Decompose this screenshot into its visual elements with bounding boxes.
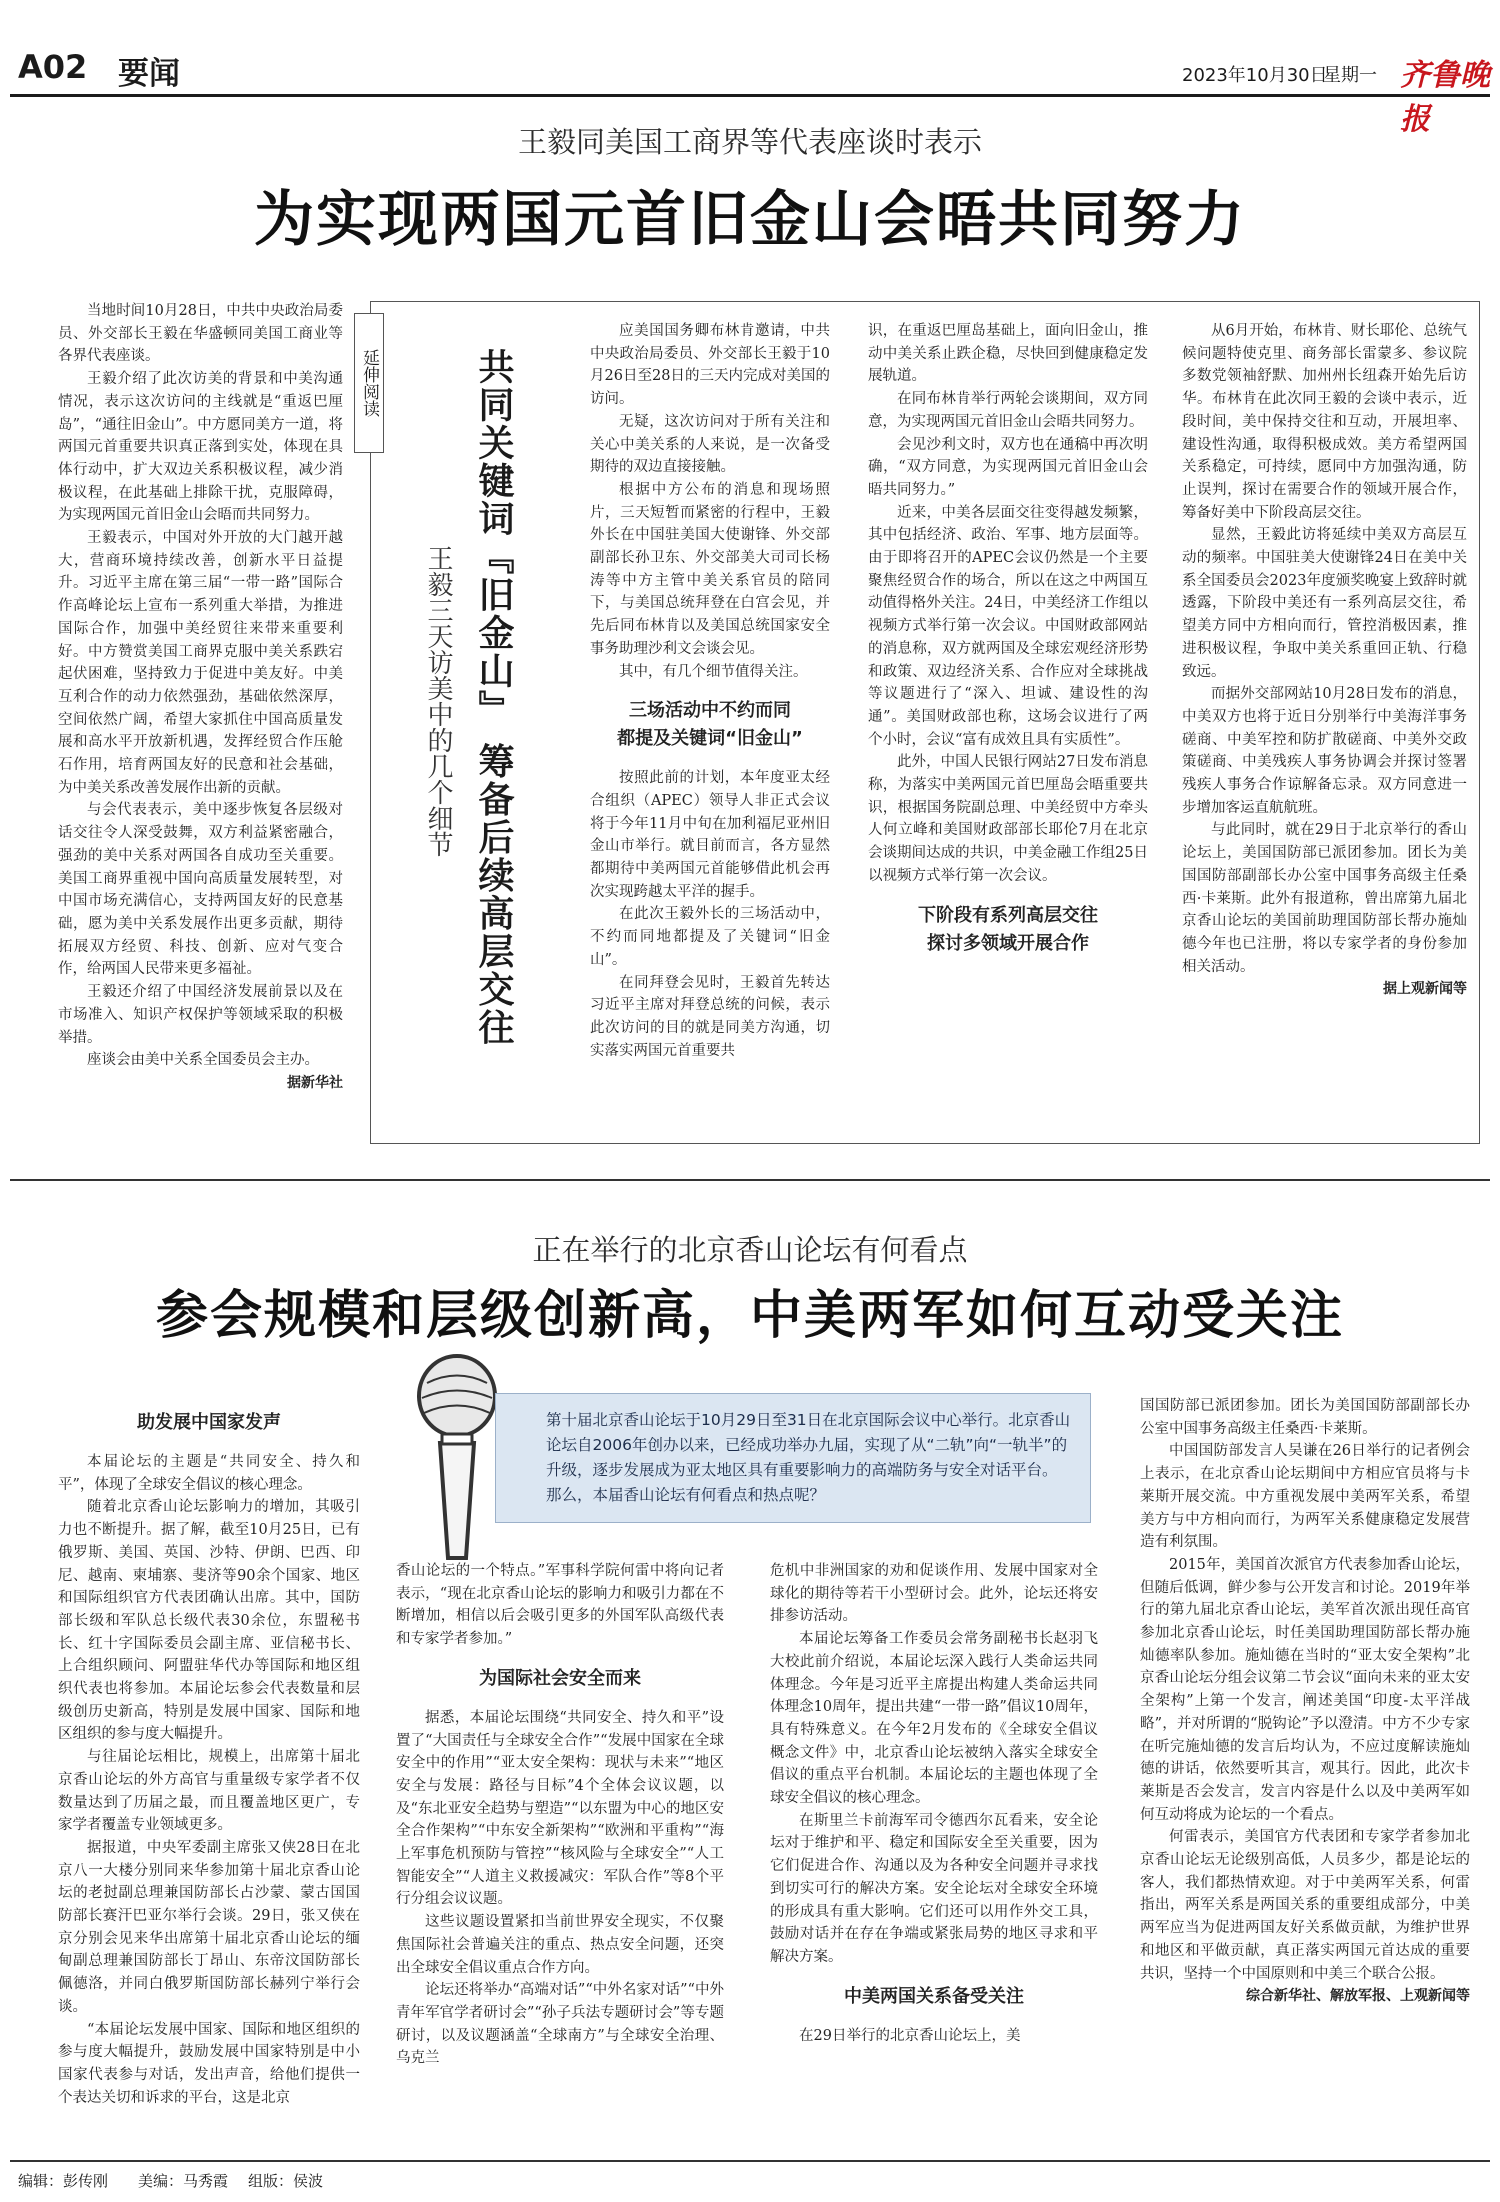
story1-body bbox=[58, 300, 343, 1180]
paragraph: 随着北京香山论坛影响力的增加，其吸引力也不断提升。据了解，截至10月25日，已有俄罗斯、美国、英国、沙特、伊朗、巴西、印尼、越南、柬埔寨、斐济等90余个国家、地区和国际组织官方代表团确认出席。其中，国防部长级和军队总长级代表30余位，东盟秘书长、红十字国际委员会副主席、亚信秘书长、上合组织顾问、阿盟驻华代办等国际和地区组织代表也将参加。本届论坛参会代表数量和层级创历史新高，特别是发展中国家、国际和地区组织的参与度大幅提升。 bbox=[58, 1499, 360, 1743]
proof-credit: 组版：侯波 bbox=[248, 2172, 324, 2190]
paragraph: 何雷表示，美国官方代表团和专家学者参加北京香山论坛无论级别高低，人员多少，都是论坛的客人，我们都热情欢迎。对于中美两军关系，何雷指出，两军关系是两国关系的重要组成部分，中美两军应当为促进两国友好关系做贡献，为维护世界和地区和平做贡献，真正落实两国元首达成的重要共识，坚持一个中国原则和中美三个联合公报。 bbox=[1140, 1829, 1470, 1982]
editor-credit: 编辑：彭传刚 bbox=[18, 2172, 109, 2190]
paragraph: 近来，中美各层面交往变得越发频繁，其中包括经济、政治、军事、地方层面等。由于即将召开的APEC会议仍然是一个主要聚焦经贸合作的场合，所以在这之中两国互动值得格外关注。24日，中美经济工作组以视频方式举行第一次会议。中国财政部网站的消息称，双方就两国及全球宏观经济形势和政策、双边经济关系、合作应对全球挑战等议题进行了“深入、坦诚、建设性的沟通”。美国财政部也称，这场会议进行了两个小时，会议“富有成效且具有实质性”。 bbox=[868, 504, 1148, 748]
paragraph: 会见沙利文时，双方也在通稿中再次明确，“双方同意，为实现两国元首旧金山会晤共同努力。” bbox=[868, 436, 1148, 498]
paragraph: 识，在重返巴厘岛基础上，面向旧金山，推动中美关系止跌企稳，尽快回到健康稳定发展轨道。 bbox=[868, 323, 1148, 385]
sidebar-credit: 据上观新闻等 bbox=[1383, 981, 1467, 998]
masthead-rule bbox=[10, 94, 1490, 97]
paragraph: 2015年，美国首次派官方代表参加香山论坛，但随后低调，鲜少参与公开发言和讨论。2019年举行的第九届北京香山论坛，美军首次派出现任高官参加北京香山论坛，时任美国助理国防部长帮办施灿德率队参加。施灿德在当时的“亚太安全架构”北京香山论坛分组会议第二节会议“面向未来的亚太安全架构”上第一个发言，阐述美国“印度-太平洋战略”，并对所谓的“脱钩论”予以澄清。中方不少专家在听完施灿德的发言后均认为，不应过度解读施灿德的讲话，依然要听其言，观其行。因此，此次卡莱斯是否会发言，发言内容是什么以及中美两军如何互动将成为论坛的一个看点。 bbox=[1140, 1556, 1470, 1823]
paragraph: 论坛还将举办“高端对话”“中外名家对话”“中外青年军官学者研讨会”“孙子兵法专题研讨会”等专题研讨，以及议题涵盖“全球南方”与全球安全治理、乌克兰 bbox=[396, 1982, 724, 2067]
paragraph: 无疑，这次访问对于所有关注和关心中美关系的人来说，是一次备受期待的双边直接接触。 bbox=[590, 413, 830, 476]
paragraph: 据悉，本届论坛围绕“共同安全、持久和平”设置了“大国责任与全球安全合作”“发展中国家在全球安全中的作用”“亚太安全架构：现状与未来”“地区安全与发展：路径与目标”4个全体会议议题，以及“东北亚安全趋势与塑造”“以东盟为中心的地区安全合作架构”“中东安全新架构”“欧洲和平重构”“海上军事危机预防与管控”“核风险与全球安全”“人工智能安全”“人道主义救援减灾：军队合作”等8个平行分组会议议题。 bbox=[396, 1709, 724, 1908]
paragraph: 中国国防部发言人吴谦在26日举行的记者例会上表示，在北京香山论坛期间中方相应官员将与卡莱斯开展交流。中方重视发展中美两军关系，希望美方与中方相向而行，为两军关系健康稳定发展营造有利氛围。 bbox=[1140, 1443, 1470, 1551]
story2-col-2 bbox=[396, 1560, 724, 2160]
paragraph: 王毅还介绍了中国经济发展前景以及在市场准入、知识产权保护等领域采取的积极举措。 bbox=[58, 984, 343, 1046]
paragraph: 在同拜登会见时，王毅首先转达习近平主席对拜登总统的问候，表示此次访问的目的就是同美方沟通，切实落实两国元首重要共 bbox=[590, 974, 830, 1059]
paragraph: 按照此前的计划，本年度亚太经合组织（APEC）领导人非正式会议将于今年11月中旬在加利福尼亚州旧金山市举行。就目前而言，各方显然都期待中美两国元首能够借此机会再次实现跨越太平洋的握手。 bbox=[590, 770, 830, 900]
paragraph: 在29日举行的北京香山论坛上，美 bbox=[799, 2027, 1021, 2044]
paragraph: 在此次王毅外长的三场活动中，不约而同地都提及了关键词“旧金山”。 bbox=[590, 906, 830, 968]
paragraph: 与此同时，就在29日于北京举行的香山论坛上，美国国防部已派团参加。团长为美国国防部副部长办公室中国事务高级主任桑西·卡莱斯。此外有报道称，曾出席第九届北京香山论坛的美国前助理国防部长帮办施灿德今年也已注册，将以专家学者的身份参加相关活动。 bbox=[1182, 822, 1467, 975]
story2-col-4 bbox=[1140, 1395, 1470, 2165]
story2-subhead-3: 中美两国关系备受关注 bbox=[844, 1985, 1024, 2007]
story2-kicker: 正在举行的北京香山论坛有何看点 bbox=[532, 1233, 968, 1267]
story2-col-1 bbox=[58, 1395, 360, 2165]
sidebar-title: 共同关键词『旧金山』 筹备后续高层交往 bbox=[473, 348, 514, 1047]
paragraph: 从6月开始，布林肯、财长耶伦、总统气候问题特使克里、商务部长雷蒙多、参议院多数党领袖舒默、加州州长纽森开始先后访华。布林肯在此次同王毅的会谈中表示，近段时间，美中保持交往和互动，开展坦率、建设性沟通，取得积极成效。美方希望两国关系稳定，可持续，愿同中方加强沟通，防止误判，探讨在需要合作的领域开展合作，筹备好美中下阶段高层交往。 bbox=[1182, 323, 1467, 521]
paragraph: 座谈会由美中关系全国委员会主办。 bbox=[87, 1052, 319, 1069]
paragraph: 与往届论坛相比，规模上，出席第十届北京香山论坛的外方高官与重量级专家学者不仅数量达到了历届之最，而且覆盖地区更广，专家学者覆盖专业领域更多。 bbox=[58, 1749, 360, 1834]
paragraph: 危机中非洲国家的劝和促谈作用、发展中国家对全球化的期待等若干小型研讨会。此外，论坛还将安排参访活动。 bbox=[770, 1563, 1098, 1625]
issue-date: 2023年10月30日 bbox=[1182, 65, 1328, 86]
paragraph: 在同布林肯举行两轮会谈期间，双方同意，为实现两国元首旧金山会晤共同努力。 bbox=[868, 391, 1148, 430]
paragraph: 王毅表示，中国对外开放的大门越开越大，营商环境持续改善，创新水平日益提升。习近平主席在第三届“一带一路”国际合作高峰论坛上宣布一系列重大举措，为推进国际合作，加强中美经贸往来带来重要利好。中方赞赏美国工商界克服中美关系跌宕起伏困难，坚持致力于促进中美友好。中美互利合作的动力依然强劲，基础依然深厚，空间依然广阔，希望大家抓住中国高质量发展和高水平开放新机遇，发挥经贸合作压舱石作用，培育两国友好的民意和社会基础，为中美关系改善发展作出新的贡献。 bbox=[58, 530, 343, 796]
paragraph: 而据外交部网站10月28日发布的消息，中美双方也将于近日分别举行中美海洋事务磋商、中美军控和防扩散磋商、中美外交政策磋商、中美残疾人事务协调会并探讨签署残疾人事务合作谅解备忘录。双方同意进一步增加客运直航航班。 bbox=[1182, 686, 1467, 816]
paragraph: 根据中方公布的消息和现场照片，三天短暂而紧密的行程中，王毅外长在中国驻美国大使谢锋、外交部副部长孙卫东、外交部美大司司长杨涛等中方主管中美关系官员的陪同下，与美国总统拜登在白宫会见，并先后同布林肯以及美国总统国家安全事务助理沙利文会谈会见。 bbox=[590, 481, 830, 657]
paragraph: 据报道，中央军委副主席张又侠28日在北京八一大楼分别同来华参加第十届北京香山论坛的老挝副总理兼国防部长占沙蒙、蒙古国国防部长赛汗巴亚尔举行会谈。29日，张又侠在京分别会见来华出席第十届北京香山论坛的缅甸副总理兼国防部长丁昂山、东帝汶国防部长佩德洛，并同白俄罗斯国防部长赫列宁举行会谈。 bbox=[58, 1839, 360, 2015]
sidebar-subhead-1: 三场活动中不约而同 都提及关键词“旧金山” bbox=[617, 700, 803, 750]
paragraph: 国国防部已派团参加。团长为美国国防部副部长办公室中国事务高级主任桑西·卡莱斯。 bbox=[1140, 1398, 1470, 1437]
paragraph: 王毅介绍了此次访美的背景和中美沟通情况，表示这次访问的主线就是“重返巴厘岛”，“通往旧金山”。中方愿同美方一道，将两国元首重要共识真正落到实处，体现在具体行动中，扩大双边关系积极议程，减少消极议程，在此基础上排除干扰，克服障碍，为实现两国元首旧金山会晤而共同努力。 bbox=[58, 371, 343, 524]
paragraph: 这些议题设置紧扣当前世界安全现实，不仅聚焦国际社会普遍关注的重点、热点安全问题，还突出全球安全倡议重点合作方向。 bbox=[396, 1914, 724, 1976]
footer-rule bbox=[10, 2160, 1490, 2162]
issue-weekday: 星期一 bbox=[1323, 65, 1377, 86]
paragraph: “本届论坛发展中国家、国际和地区组织的参与度大幅提升，鼓励发展中国家特别是中小国家代表参与对话，发出声音，给他们提供一个表达关切和诉求的平台，这是北京 bbox=[58, 2021, 360, 2106]
paragraph: 与会代表表示，美中逐步恢复各层级对话交往令人深受鼓舞，双方利益紧密融合，强劲的美中关系对两国各自成功至关重要。美国工商界重视中国向高质量发展转型，对中国市场充满信心，支持两国友好的民意基础，愿为美中关系发展作出更多贡献，期待拓展双方经贸、科技、创新、应对气变合作，给两国人民带来更多福祉。 bbox=[58, 802, 343, 978]
page-number: A02 bbox=[18, 48, 88, 86]
sidebar-subhead-2: 下阶段有系列高层交往 探讨多领域开展合作 bbox=[918, 904, 1098, 954]
paragraph: 本届论坛的主题是“共同安全、持久和平”，体现了全球安全倡议的核心理念。 bbox=[58, 1454, 360, 1493]
story1-kicker: 王毅同美国工商界等代表座谈时表示 bbox=[517, 125, 982, 159]
story2-headline: 参会规模和层级创新高，中美两军如何互动受关注 bbox=[155, 1286, 1344, 1346]
story1-headline: 为实现两国元首旧金山会晤共同努力 bbox=[254, 185, 1246, 255]
page-footer bbox=[10, 2160, 1490, 2200]
paragraph: 当地时间10月28日，中共中央政治局委员、外交部长王毅在华盛顿同美国工商业等各界代表座谈。 bbox=[58, 303, 343, 365]
paragraph: 其中，有几个细节值得关注。 bbox=[619, 663, 808, 680]
paragraph: 在斯里兰卡前海军司令德西尔瓦看来，安全论坛对于维护和平、稳定和国际安全至关重要，因为它们促进合作、沟通以及为各种安全问题并寻求找到切实可行的解决方案。安全论坛对全球安全环境的形成具有重大影响。它们还可以用作外交工具，鼓励对话并在存在争端或紧张局势的地区寻求和平解决方案。 bbox=[770, 1812, 1098, 1965]
story1-credit: 据新华社 bbox=[287, 1074, 343, 1091]
sidebar-subtitle: 王毅三天访美中的几个细节 bbox=[423, 545, 453, 857]
paragraph: 显然，王毅此访将延续中美双方高层互动的频率。中国驻美大使谢锋24日在美中关系全国委员会2023年度颁奖晚宴上致辞时就透露，下阶段中美还有一系列高层交往，希望美方同中方相向而行，管控消极因素，推进积极议程，争取中美关系重回正轨、行稳致远。 bbox=[1182, 527, 1467, 680]
sidebar-col-a bbox=[590, 320, 830, 1140]
sidebar-col-b bbox=[868, 320, 1148, 1140]
paper-logo: 齐鲁晚报 bbox=[1400, 58, 1490, 137]
sidebar-tab: 延伸阅读 bbox=[354, 313, 384, 453]
section-name: 要闻 bbox=[118, 56, 180, 92]
paragraph: 本届论坛筹备工作委员会常务副秘书长赵羽飞大校此前介绍说，本届论坛深入践行人类命运共同体理念。今年是习近平主席提出构建人类命运共同体理念10周年，提出共建“一带一路”倡议10周年，具有特殊意义。在今年2月发布的《全球安全倡议概念文件》中，北京香山论坛被纳入落实全球安全倡议的重点平台机制。本届论坛的主题也体现了全球安全倡议的核心理念。 bbox=[770, 1631, 1098, 1807]
story2-credit: 综合新华社、解放军报、上观新闻等 bbox=[1246, 1988, 1470, 2005]
story2-subhead-1: 助发展中国家发声 bbox=[137, 1412, 281, 1433]
story2-subhead-2: 为国际社会安全而来 bbox=[479, 1667, 641, 1689]
story2-col-3 bbox=[770, 1560, 1098, 2160]
masthead bbox=[10, 8, 1490, 137]
sidebar-col-c bbox=[1182, 320, 1467, 1140]
story2-callout: 第十届北京香山论坛于10月29日至31日在北京国际会议中心举行。北京香山论坛自2006年创办以来，已经成功举办九届，实现了从“二轨”向“一轨半”的升级，逐步发展成为亚太地区具有重要影响力的高端防务与安全对话平台。那么，本届香山论坛有何看点和热点呢？ bbox=[495, 1393, 1091, 1523]
section-divider bbox=[10, 1179, 1490, 1181]
paragraph: 此外，中国人民银行网站27日发布消息称，为落实中美两国元首巴厘岛会晤重要共识，根据国务院副总理、中美经贸中方牵头人何立峰和美国财政部部长耶伦7月在北京会谈期间达成的共识，中美金融工作组25日以视频方式举行第一次会议。 bbox=[868, 754, 1148, 884]
paragraph: 香山论坛的一个特点。”军事科学院何雷中将向记者表示，“现在北京香山论坛的影响力和吸引力都在不断增加，相信以后会吸引更多的外国军队高级代表和专家学者参加。” bbox=[396, 1563, 724, 1648]
paragraph: 应美国国务卿布林肯邀请，中共中央政治局委员、外交部长王毅于10月26日至28日的三天内完成对美国的访问。 bbox=[590, 323, 830, 408]
designer-credit: 美编：马秀霞 bbox=[138, 2172, 229, 2190]
